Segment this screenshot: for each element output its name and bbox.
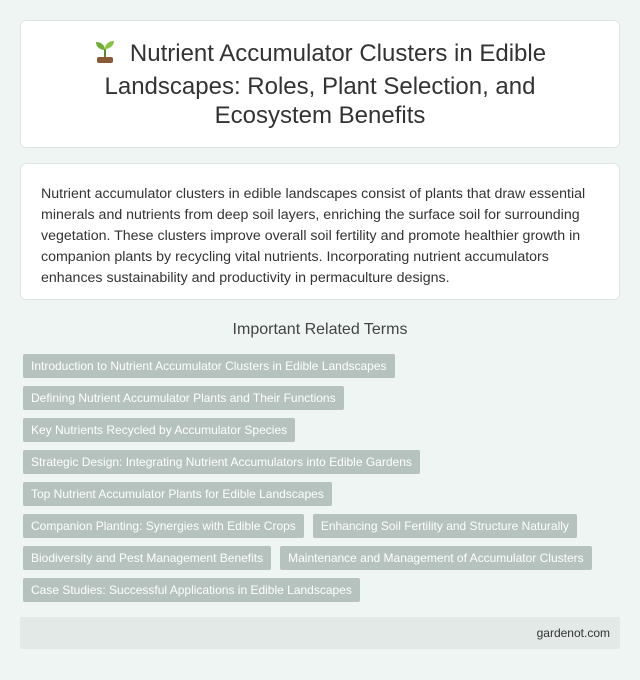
term-tag[interactable]: Introduction to Nutrient Accumulator Clusters in Edible Landscapes bbox=[23, 354, 395, 378]
related-terms-list bbox=[23, 354, 623, 610]
tag-row bbox=[23, 418, 623, 442]
term-tag[interactable]: Enhancing Soil Fertility and Structure Naturally bbox=[313, 514, 577, 538]
site-link[interactable]: gardenot.com bbox=[536, 626, 610, 640]
sprout-icon bbox=[94, 39, 116, 72]
term-tag[interactable]: Defining Nutrient Accumulator Plants and Their Functions bbox=[23, 386, 344, 410]
term-tag[interactable]: Companion Planting: Synergies with Edible Crops bbox=[23, 514, 304, 538]
term-tag[interactable]: Case Studies: Successful Applications in Edible Landscapes bbox=[23, 578, 360, 602]
tag-row bbox=[23, 482, 623, 506]
term-tag[interactable]: Maintenance and Management of Accumulator Clusters bbox=[280, 546, 592, 570]
footer bbox=[20, 617, 620, 649]
tag-row bbox=[23, 386, 623, 410]
tag-row bbox=[23, 578, 623, 602]
title-text: Nutrient Accumulator Clusters in Edible Landscapes: Roles, Plant Selection, and Ecosystem Benefits bbox=[104, 39, 547, 129]
tag-row bbox=[23, 450, 623, 474]
tag-row bbox=[23, 354, 623, 378]
intro-paragraph: Nutrient accumulator clusters in edible landscapes consist of plants that draw essential minerals and nutrients from deep soil layers, enriching the surface soil for surrounding vegetation. These clusters improve overall soil fertility and promote healthier growth in companion plants by recycling vital nutrients. Incorporating nutrient accumulators enhances sustainability and productivity in permaculture designs. bbox=[41, 186, 586, 286]
title-card bbox=[20, 20, 620, 148]
page-title bbox=[45, 39, 595, 130]
term-tag[interactable]: Top Nutrient Accumulator Plants for Edible Landscapes bbox=[23, 482, 332, 506]
term-tag[interactable]: Strategic Design: Integrating Nutrient Accumulators into Edible Gardens bbox=[23, 450, 420, 474]
intro-card bbox=[20, 163, 620, 300]
term-tag[interactable]: Key Nutrients Recycled by Accumulator Species bbox=[23, 418, 295, 442]
related-terms-heading: Important Related Terms bbox=[232, 321, 408, 338]
tag-row bbox=[23, 546, 623, 570]
term-tag[interactable]: Biodiversity and Pest Management Benefits bbox=[23, 546, 271, 570]
tag-row bbox=[23, 514, 623, 538]
